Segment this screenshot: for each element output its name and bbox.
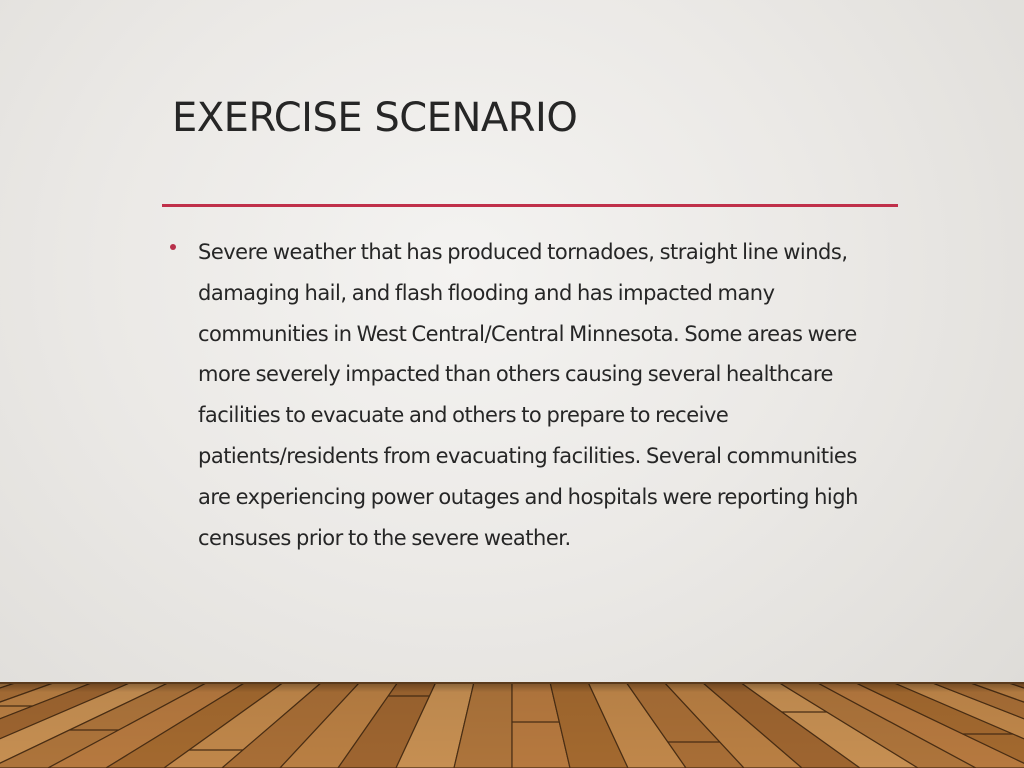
title-divider [162,204,898,207]
slide-content [170,232,890,558]
bullet-text: Severe weather that has produced tornadoes, straight line winds, damaging hail, and flash flooding and has impacted many communities in West Central/Central Minnesota. Some areas were more severely impacted than others causing several healthcare facilities to evacuate and others to prepare to receive patients/residents from evacuating facilities. Several communities are experiencing power outages and hospitals were reporting high censuses prior to the severe weather. [198,240,858,550]
bullet-item [170,232,890,558]
bullet-dot-icon [170,244,176,250]
wood-floor-graphic [0,682,1024,768]
wood-floor-decoration [0,682,1024,768]
slide-title: EXERCISE SCENARIO [172,95,578,141]
